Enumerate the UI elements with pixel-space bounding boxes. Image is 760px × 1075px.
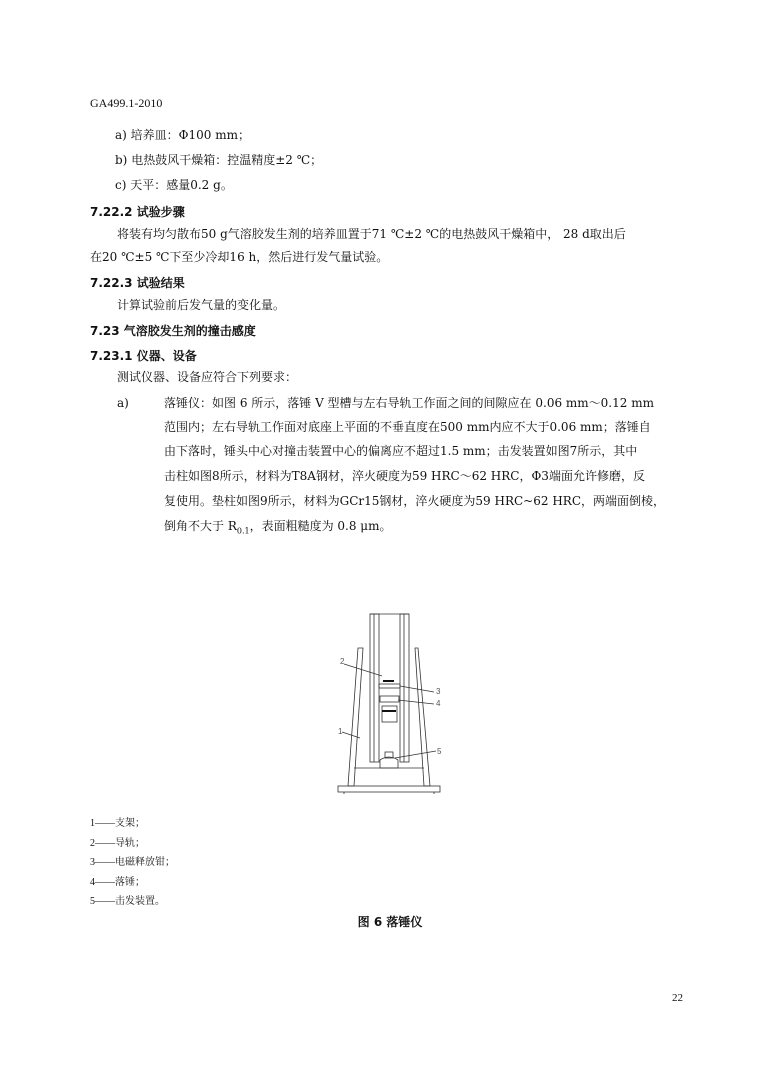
list-item: [115, 178, 233, 193]
drop-hammer-diagram: [330, 608, 448, 794]
item-line: 复使用。垫柱如图9所示，材料为GCr15钢材，淬火硬度为59 HRC~62 HRC，两端面倒棱，: [164, 494, 665, 508]
item-line: [164, 519, 392, 538]
item-line: 落锤仪：如图 6 所示，落锤 V 型槽与左右导轨工作面之间的间隙应在 0.06 mm～0.12 mm: [164, 396, 654, 410]
item-text: ，表面粗糙度为 0.8 μm。: [249, 519, 392, 533]
base-plate: [338, 786, 440, 792]
page-number: 22: [672, 992, 683, 1004]
legend-item: 2——导轨；: [90, 838, 145, 849]
support-left: [348, 648, 363, 786]
paragraph-line: 在20 ℃±5 ℃下至少冷却16 h，然后进行发气量试验。: [90, 250, 389, 264]
section-heading-7-23-1: 7.23.1 仪器、设备: [90, 349, 197, 363]
weight-body: [382, 706, 397, 722]
section-heading-7-22-2: 7.22.2 试验步骤: [90, 205, 185, 219]
list-label: a): [115, 128, 127, 142]
support-right: [415, 648, 430, 786]
item-line: 范围内；左右导轨工作面对底座上平面的不垂直度在500 mm内应不大于0.06 mm；落锤自: [164, 420, 651, 434]
drop-weight: [380, 696, 399, 702]
callout-5: 5: [437, 747, 442, 756]
document-header: GA499.1-2010: [90, 96, 163, 110]
guide-rail-left: [370, 614, 379, 762]
release-clamp: [379, 684, 400, 688]
paragraph-line: 计算试验前后发气量的变化量。: [117, 298, 286, 312]
list-label: b): [115, 153, 128, 167]
firing-device: [380, 757, 398, 768]
legend-item: 3——电磁释放钳；: [90, 857, 175, 868]
guide-rail-right: [400, 614, 409, 762]
subscript: 0.1: [236, 526, 250, 536]
callout-1: 1: [338, 727, 343, 736]
list-label: a): [117, 396, 129, 410]
legend-item: 5——击发装置。: [90, 896, 165, 907]
item-text: 倒角不大于 R: [164, 519, 237, 533]
list-item: [115, 153, 322, 168]
callout-4: 4: [436, 699, 441, 708]
figure-caption: 图 6 落锤仪: [357, 915, 423, 929]
section-heading-7-23: 7.23 气溶胶发生剂的撞击感度: [90, 324, 256, 338]
legend-item: 4——落锤；: [90, 877, 145, 888]
callout-2: 2: [340, 657, 345, 666]
paragraph-line: 测试仪器、设备应符合下列要求：: [117, 370, 298, 384]
list-text: 培养皿：Φ100 mm；: [130, 128, 250, 142]
list-text: 电热鼓风干燥箱：控温精度±2 ℃；: [131, 153, 323, 167]
item-line: 由下落时，锤头中心对撞击装置中心的偏离应不超过1.5 mm；击发装置如图7所示，其中: [164, 444, 638, 458]
list-text: 天平：感量0.2 g。: [130, 178, 233, 192]
legend-item: 1——支架；: [90, 818, 145, 829]
callout-3: 3: [436, 687, 441, 696]
paragraph-line: 将装有均匀散布50 g气溶胶发生剂的培养皿置于71 ℃±2 ℃的电热鼓风干燥箱中， 28 d取出后: [117, 227, 626, 241]
list-label: c): [115, 178, 127, 192]
section-heading-7-22-3: 7.22.3 试验结果: [90, 276, 185, 290]
item-line: 击柱如图8所示，材料为T8A钢材，淬火硬度为59 HRC～62 HRC，Φ3端面允许修磨，反: [164, 469, 645, 483]
list-item: [115, 128, 250, 143]
